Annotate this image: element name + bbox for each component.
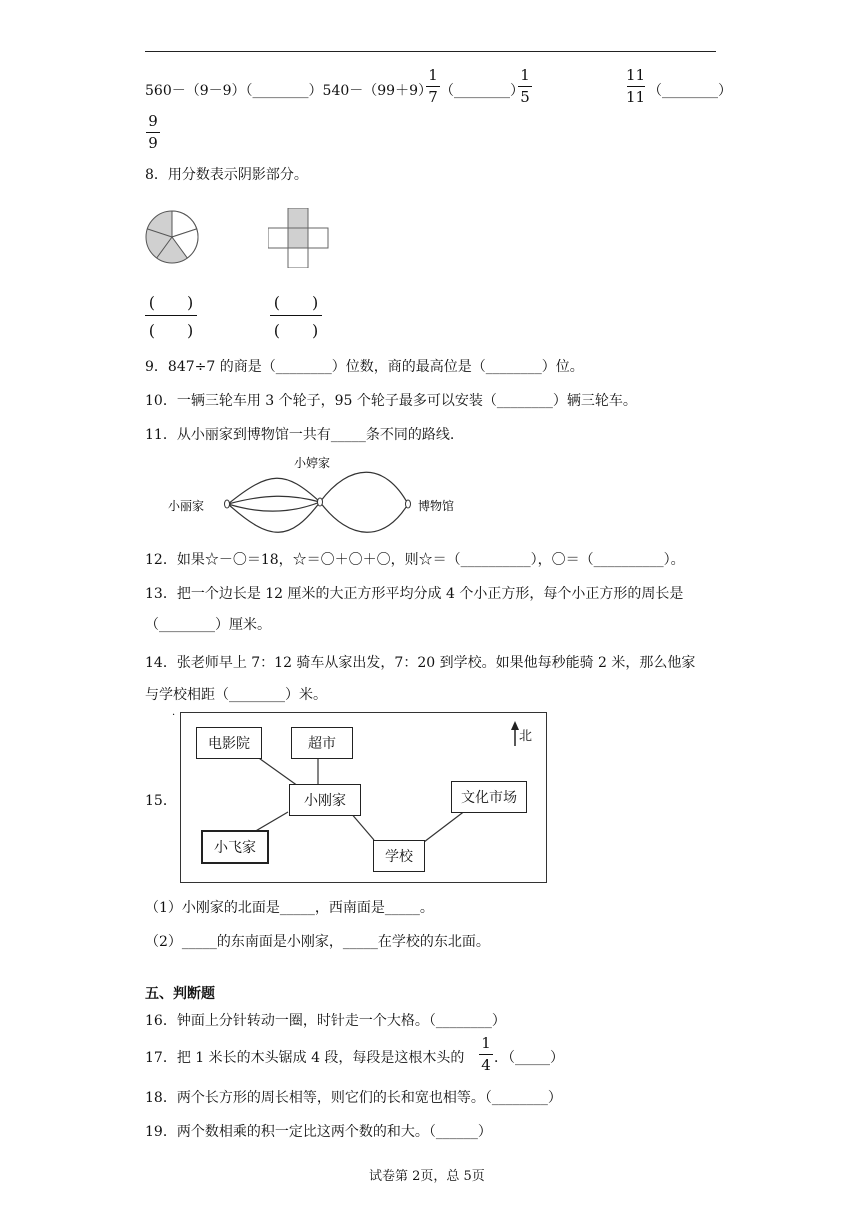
q7-blank-2: （________） bbox=[440, 83, 524, 99]
fraction-denominator: 9 bbox=[148, 134, 158, 152]
q7-fraction-1-7 bbox=[426, 68, 440, 105]
header-rule bbox=[145, 51, 716, 52]
north-indicator: 北 bbox=[519, 729, 533, 744]
fraction-numerator: 1 bbox=[481, 1034, 491, 1052]
box-xiaofei-home: 小飞家 bbox=[201, 830, 269, 864]
q15-sub2: （2）_____的东南面是小刚家，_____在学校的东北面。 bbox=[145, 934, 490, 950]
q8-answer-blank-1[interactable] bbox=[145, 290, 197, 341]
box-cinema: 电影院 bbox=[196, 727, 262, 759]
label-xiaoting-home: 小婷家 bbox=[294, 456, 331, 470]
q9-text: 9．847÷7 的商是（________）位数，商的最高位是（________）位。 bbox=[145, 359, 584, 375]
q16-text: 16．钟面上分针转动一圈，时针走一个大格。（________） bbox=[145, 1013, 506, 1029]
label-museum: 博物馆 bbox=[418, 499, 455, 513]
q11-route-diagram bbox=[160, 452, 464, 536]
box-school: 学校 bbox=[373, 840, 425, 872]
q15-dot: · bbox=[172, 710, 176, 721]
q11-text: 11．从小丽家到博物馆一共有_____条不同的路线. bbox=[145, 427, 455, 443]
blank-numerator: ( ) bbox=[148, 293, 194, 312]
blank-denominator: ( ) bbox=[273, 321, 319, 340]
q15-number: 15． bbox=[145, 793, 177, 809]
fraction-denominator: 7 bbox=[428, 88, 438, 106]
q7-fraction-1-5 bbox=[518, 68, 532, 105]
page-footer: 试卷第 2页，总 5页 bbox=[369, 1169, 485, 1184]
q7-fraction-11-11 bbox=[626, 68, 645, 105]
q7-expression: 560－（9－9）（________）540－（99＋9） bbox=[145, 83, 432, 99]
q7-fraction-9-9 bbox=[146, 114, 160, 151]
section-heading-judgment: 五、判断题 bbox=[145, 986, 215, 1002]
q8-cross-figure bbox=[268, 208, 330, 268]
box-supermarket: 超市 bbox=[291, 727, 353, 759]
fraction-numerator: 9 bbox=[148, 112, 158, 130]
q18-text: 18．两个长方形的周长相等，则它们的长和宽也相等。（________） bbox=[145, 1090, 562, 1106]
blank-denominator: ( ) bbox=[148, 321, 194, 340]
q8-pie-figure bbox=[144, 209, 200, 265]
fraction-denominator: 4 bbox=[481, 1056, 491, 1074]
q12-text: 12．如果☆－〇＝18，☆＝〇＋〇＋〇，则☆＝（__________），〇＝（__________）。 bbox=[145, 552, 685, 568]
q8-answer-blank-2[interactable] bbox=[270, 290, 322, 341]
blank-numerator: ( ) bbox=[273, 293, 319, 312]
q17-tail: ．（_____） bbox=[494, 1050, 564, 1066]
q14-line2: 与学校相距（________）米。 bbox=[145, 687, 327, 703]
fraction-numerator: 1 bbox=[520, 66, 530, 84]
fraction-numerator: 11 bbox=[626, 66, 646, 84]
box-xiaogang-home: 小刚家 bbox=[289, 784, 361, 816]
q15-sub1: （1）小刚家的北面是_____，西南面是_____。 bbox=[145, 900, 434, 916]
q7-blank-3: （________） bbox=[648, 83, 732, 99]
q13-line1: 13．把一个边长是 12 厘米的大正方形平均分成 4 个小正方形，每个小正方形的周长是 bbox=[145, 586, 684, 602]
q14-line1: 14．张老师早上 7：12 骑车从家出发，7：20 到学校。如果他每秒能骑 2 米，那么他家 bbox=[145, 655, 696, 671]
label-xiaoli-home: 小丽家 bbox=[168, 499, 205, 513]
fraction-denominator: 5 bbox=[520, 88, 530, 106]
q10-text: 10．一辆三轮车用 3 个轮子，95 个轮子最多可以安装（________）辆三轮车。 bbox=[145, 393, 637, 409]
box-culture-market: 文化市场 bbox=[451, 781, 527, 813]
q17-fraction bbox=[479, 1036, 493, 1073]
fraction-denominator: 11 bbox=[626, 88, 646, 106]
q19-text: 19．两个数相乘的积一定比这两个数的和大。（______） bbox=[145, 1124, 492, 1140]
q8-text: 8．用分数表示阴影部分。 bbox=[145, 167, 308, 183]
fraction-numerator: 1 bbox=[428, 66, 438, 84]
q13-line2: （________）厘米。 bbox=[145, 617, 271, 633]
q17-text: 17．把 1 米长的木头锯成 4 段，每段是这根木头的 bbox=[145, 1050, 465, 1066]
